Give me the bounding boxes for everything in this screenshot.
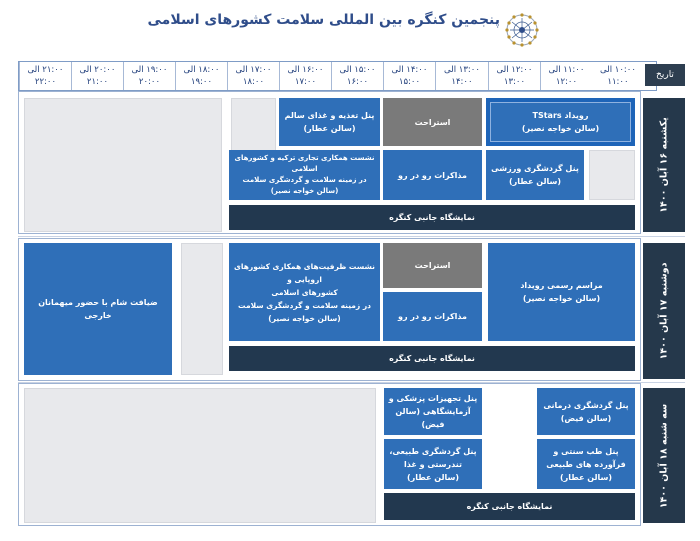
slot-from: ۱۲:۰۰ الی: [496, 65, 533, 75]
slot-to: ۲۱:۰۰: [86, 77, 109, 87]
event-title: کشورهای اسلامی: [271, 287, 338, 297]
slot-to: ۱۷:۰۰: [294, 77, 317, 87]
event-subtitle: در زمینه سلامت و گردشگری سلامت: [242, 176, 367, 184]
event-exhibition[interactable]: [384, 493, 635, 520]
slot-from: ۲۰:۰۰ الی: [79, 65, 116, 75]
event-title: فرآورده های طبیعی: [546, 459, 626, 469]
slot-to: ۱۹:۰۰: [190, 77, 213, 87]
event-title: استراحت: [414, 117, 451, 127]
event-dinner[interactable]: [24, 243, 172, 375]
empty-slot: [24, 98, 222, 232]
slot-from: ۱۶:۰۰ الی: [287, 65, 324, 75]
event-title: مراسم رسمی رویداد: [520, 281, 603, 290]
day-3-label: [643, 388, 685, 523]
slot-from: ۱۷:۰۰ الی: [235, 65, 272, 75]
event-hall: (سالن عطار): [406, 472, 460, 482]
event-title: تندرستی و غذا: [403, 459, 463, 469]
event-hall: (سالن فیض): [560, 413, 612, 423]
empty-slot: [181, 243, 223, 375]
page-title: پنجمین کنگره بین المللی سلامت کشورهای اسلامی: [147, 12, 500, 28]
congress-globe-logo-icon: [504, 12, 540, 48]
slot-to: ۲۲:۰۰: [34, 77, 57, 87]
event-hall: (سالن عطار): [303, 124, 356, 133]
event-sports-panel[interactable]: [486, 150, 584, 200]
event-medical-equipment[interactable]: [384, 388, 482, 435]
slot-to: ۱۵:۰۰: [398, 77, 421, 87]
empty-slot: [589, 150, 635, 200]
time-slot-header: [71, 62, 123, 90]
slot-from: ۱۰:۰۰ الی: [600, 65, 636, 75]
day-label-text: یکشنبه ۱۶ آبان ۱۴۰۰: [658, 117, 670, 213]
time-slot-header: [123, 62, 175, 90]
event-opening[interactable]: [488, 243, 635, 341]
day-separator: [18, 236, 685, 237]
event-tstars-inner: [490, 102, 631, 142]
event-title: مذاکرات رو در رو: [398, 312, 467, 321]
slot-to: ۱۳:۰۰: [503, 77, 526, 87]
event-traditional-medicine[interactable]: [537, 439, 635, 489]
time-slot-header: [227, 62, 279, 90]
time-slot-header: [540, 62, 592, 90]
event-b2b[interactable]: [383, 292, 482, 341]
event-hall: (سالن خواجه نصیر): [522, 294, 601, 303]
slot-to: ۱۸:۰۰: [242, 77, 265, 87]
event-title: رویداد TStars: [532, 111, 589, 120]
slot-to: ۱۱:۰۰: [607, 77, 629, 87]
event-title: پنل گردشگری ورزشی: [491, 164, 579, 173]
event-title: نمایشگاه جانبی کنگره: [389, 354, 475, 363]
event-hall: آزمایشگاهی (سالن فیض): [395, 407, 471, 429]
event-europe-meeting[interactable]: [229, 243, 380, 341]
day-label-text: سه شنبه ۱۸ آبان ۱۴۰۰: [658, 403, 670, 508]
event-hall: (سالن عطار): [508, 177, 562, 186]
time-slot-header: [175, 62, 227, 90]
slot-from: ۱۸:۰۰ الی: [183, 65, 220, 75]
event-hall: (سالن خواجه نصیر): [270, 187, 339, 195]
event-title: مذاکرات رو در رو: [398, 170, 467, 180]
event-title: پنل تجهیزات پزشکی و: [388, 394, 478, 403]
event-subtitle: در زمینه سلامت و گردشگری سلامت: [238, 300, 371, 310]
time-slot-header: [383, 62, 435, 90]
slot-to: ۲۰:۰۰: [138, 77, 161, 87]
time-slot-header: [279, 62, 331, 90]
slot-from: ۱۹:۰۰ الی: [131, 65, 168, 75]
event-title: نمایشگاه جانبی کنگره: [389, 213, 475, 222]
day-2-label: [643, 243, 685, 379]
event-hall: (سالن خواجه نصیر): [268, 313, 341, 323]
event-b2b[interactable]: [383, 150, 482, 200]
event-nature-tourism[interactable]: [384, 439, 482, 489]
date-column-header: تاریخ: [645, 64, 685, 86]
event-title: نشست همکاری تجاری ترکیه و کشورهای اسلامی: [234, 154, 375, 173]
time-slot-header: [592, 62, 644, 90]
event-title: ضیافت شام با حضور میهمانان خارجی: [38, 298, 158, 320]
event-tstars[interactable]: [486, 98, 635, 146]
slot-from: ۲۱:۰۰ الی: [27, 65, 64, 75]
event-medical-tourism[interactable]: [537, 388, 635, 435]
event-title: نمایشگاه جانبی کنگره: [466, 502, 553, 511]
time-slot-header: [331, 62, 383, 90]
event-break[interactable]: [383, 98, 482, 146]
event-exhibition[interactable]: [229, 346, 635, 371]
event-turkey-meeting[interactable]: [229, 150, 380, 200]
event-exhibition[interactable]: [229, 205, 635, 230]
event-food-panel[interactable]: [279, 98, 380, 146]
day-label-text: دوشنبه ۱۷ آبان ۱۴۰۰: [658, 262, 670, 360]
event-title: پنل گردشگری طبیعی،: [389, 446, 477, 456]
slot-to: ۱۲:۰۰: [555, 77, 578, 87]
event-break[interactable]: [383, 243, 482, 288]
event-title: نشست ظرفیت‌های همکاری کشورهای اروپایی و: [234, 261, 375, 284]
slot-to: ۱۴:۰۰: [451, 77, 473, 87]
event-title: پنل طب سنتی و: [553, 446, 619, 456]
time-slot-header: [19, 62, 71, 90]
event-title: استراحت: [414, 261, 451, 270]
time-slot-header: [488, 62, 540, 90]
day-1-label: [643, 98, 685, 232]
event-hall: (سالن عطار): [559, 472, 613, 482]
event-title: پنل تغذیه و غذای سالم: [284, 111, 375, 120]
slot-from: ۱۳:۰۰ الی: [444, 65, 480, 75]
time-slot-header: [435, 62, 488, 90]
slot-from: ۱۱:۰۰ الی: [548, 65, 585, 75]
event-title: پنل گردشگری درمانی: [543, 400, 629, 410]
slot-to: ۱۶:۰۰: [346, 77, 369, 87]
slot-from: ۱۴:۰۰ الی: [391, 65, 428, 75]
slot-from: ۱۵:۰۰ الی: [339, 65, 376, 75]
empty-slot: [24, 388, 376, 523]
event-hall: (سالن خواجه نصیر): [521, 124, 600, 133]
